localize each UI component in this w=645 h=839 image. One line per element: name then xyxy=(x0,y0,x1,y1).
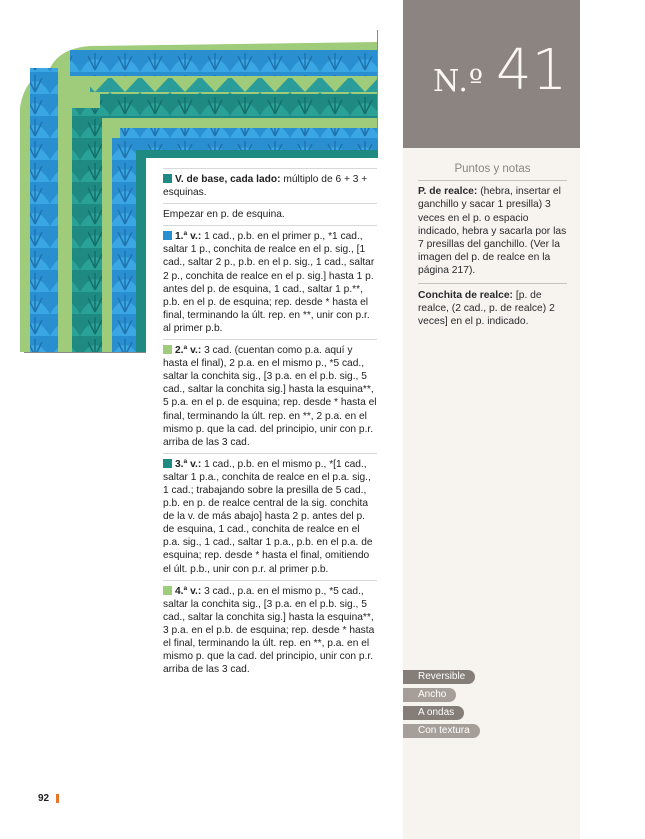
green-color-square-icon xyxy=(163,586,172,595)
tag-a-ondas: A ondas xyxy=(403,706,464,720)
stitch-notes xyxy=(418,163,567,338)
step-text: 3 cad., p.a. en el mismo p., *5 cad., saltar la conchita sig., [3 p.a. en el p.b. sig., 5 cad., saltar la conchita sig.] hasta la esquina**, 3 p.a. en el p.b. de esquina; rep. desde * hasta el final, terminando la últ. rep. en **, p.a. en el mismo p. que la cad. del principio, unir con p.r. arriba de las 3 cad. xyxy=(163,585,375,676)
photo-rule xyxy=(24,352,146,353)
instruction-row-2 xyxy=(163,339,377,453)
teal-color-square-icon xyxy=(163,459,172,468)
step-label: V. de base, cada lado: xyxy=(175,174,281,185)
step-label: 4.ª v.: xyxy=(175,585,202,597)
note-item xyxy=(418,289,567,334)
step-text: múltiplo de 6 + 3 + esquinas. xyxy=(163,174,368,199)
page-accent-mark xyxy=(56,794,59,803)
blue-color-square-icon xyxy=(163,231,172,240)
note-item xyxy=(418,185,567,283)
notes-title: Puntos y notas xyxy=(418,163,567,181)
pattern-number: 41 xyxy=(496,38,568,103)
pattern-instructions xyxy=(163,168,377,680)
photo-vertical-rule xyxy=(377,30,378,140)
green-color-square-icon xyxy=(163,345,172,354)
note-text: (hebra, insertar el ganchillo y sacar 1 presilla) 3 veces en el p. o espacio indicado, hebra y sacarla por las 7 presillas del ganchillo. (Ver la imagen del p. de realce en la página 217). xyxy=(418,186,567,277)
teal-color-square-icon xyxy=(163,174,172,183)
pattern-tags xyxy=(403,670,480,742)
note-text: [p. de realce, (2 cad., p. de realce) 2 veces] en el p. indicado. xyxy=(418,289,555,328)
tag-ancho: Ancho xyxy=(403,688,456,702)
instruction-row-4 xyxy=(163,580,377,681)
step-label: 1.ª v.: xyxy=(175,231,202,243)
note-term: Conchita de realce: xyxy=(418,289,513,301)
step-text: Empezar en p. de esquina. xyxy=(163,209,285,221)
pattern-number-prefix: N.º xyxy=(433,64,484,99)
step-text: 1 cad., p.b. en el mismo p., *[1 cad., saltar 1 p.a., conchita de realce en el p.a. sig., 1 cad.; trabajando sobre la presilla de 5 cad., p.b. en p. de realce central de la sig. conchita de la v. de más abajo] hasta 2 p. antes del p. de esquina, 1 cad., conchita de realce en el p.a. sig., 1 cad., saltar 1 p.a., p.b. en el p.a. de esquina; rep. desde * hasta el final, omitiendo el últ. p.b., unir con p.r. al primer p.b. xyxy=(163,458,373,575)
step-text: 1 cad., p.b. en el primer p., *1 cad., saltar 1 p., conchita de realce en el p. sig., [1 cad., saltar 2 p., p.b. en el p. sig., 1 cad., saltar 2 p., conchita de realce en el p. sig.] hasta 1 p. antes del p. de esquina, 1 cad., saltar 1 p.**, p.b. en el p. de esquina; rep. desde * hasta el final, terminando la últ. rep. en **, unir con p.r. al primer p.b. xyxy=(163,231,375,334)
pattern-number-block xyxy=(403,0,580,148)
instruction-row-1 xyxy=(163,225,377,339)
step-label: 3.ª v.: xyxy=(175,458,202,470)
page-number: 92 xyxy=(38,793,50,804)
instruction-start xyxy=(163,203,377,225)
note-term: P. de realce: xyxy=(418,186,478,198)
tag-con-textura: Con textura xyxy=(403,724,480,738)
step-text: 3 cad. (cuentan como p.a. aquí y hasta el final), 2 p.a. en el mismo p., *5 cad., saltar la conchita sig., [3 p.a. en el p.b. sig., 5 cad., saltar la conchita sig.] hasta la esquina**, 5 p.a. en el p. de esquina; rep. desde * hasta el final, terminando la últ. rep. en **, 2 p.a. en el mismo p. que la cad. del principio, unir con p.r. arriba de las 3 cad. xyxy=(163,345,377,448)
tag-reversible: Reversible xyxy=(403,670,475,684)
step-label: 2.ª v.: xyxy=(175,345,202,357)
instruction-base-row xyxy=(163,168,377,203)
instruction-row-3 xyxy=(163,453,377,580)
